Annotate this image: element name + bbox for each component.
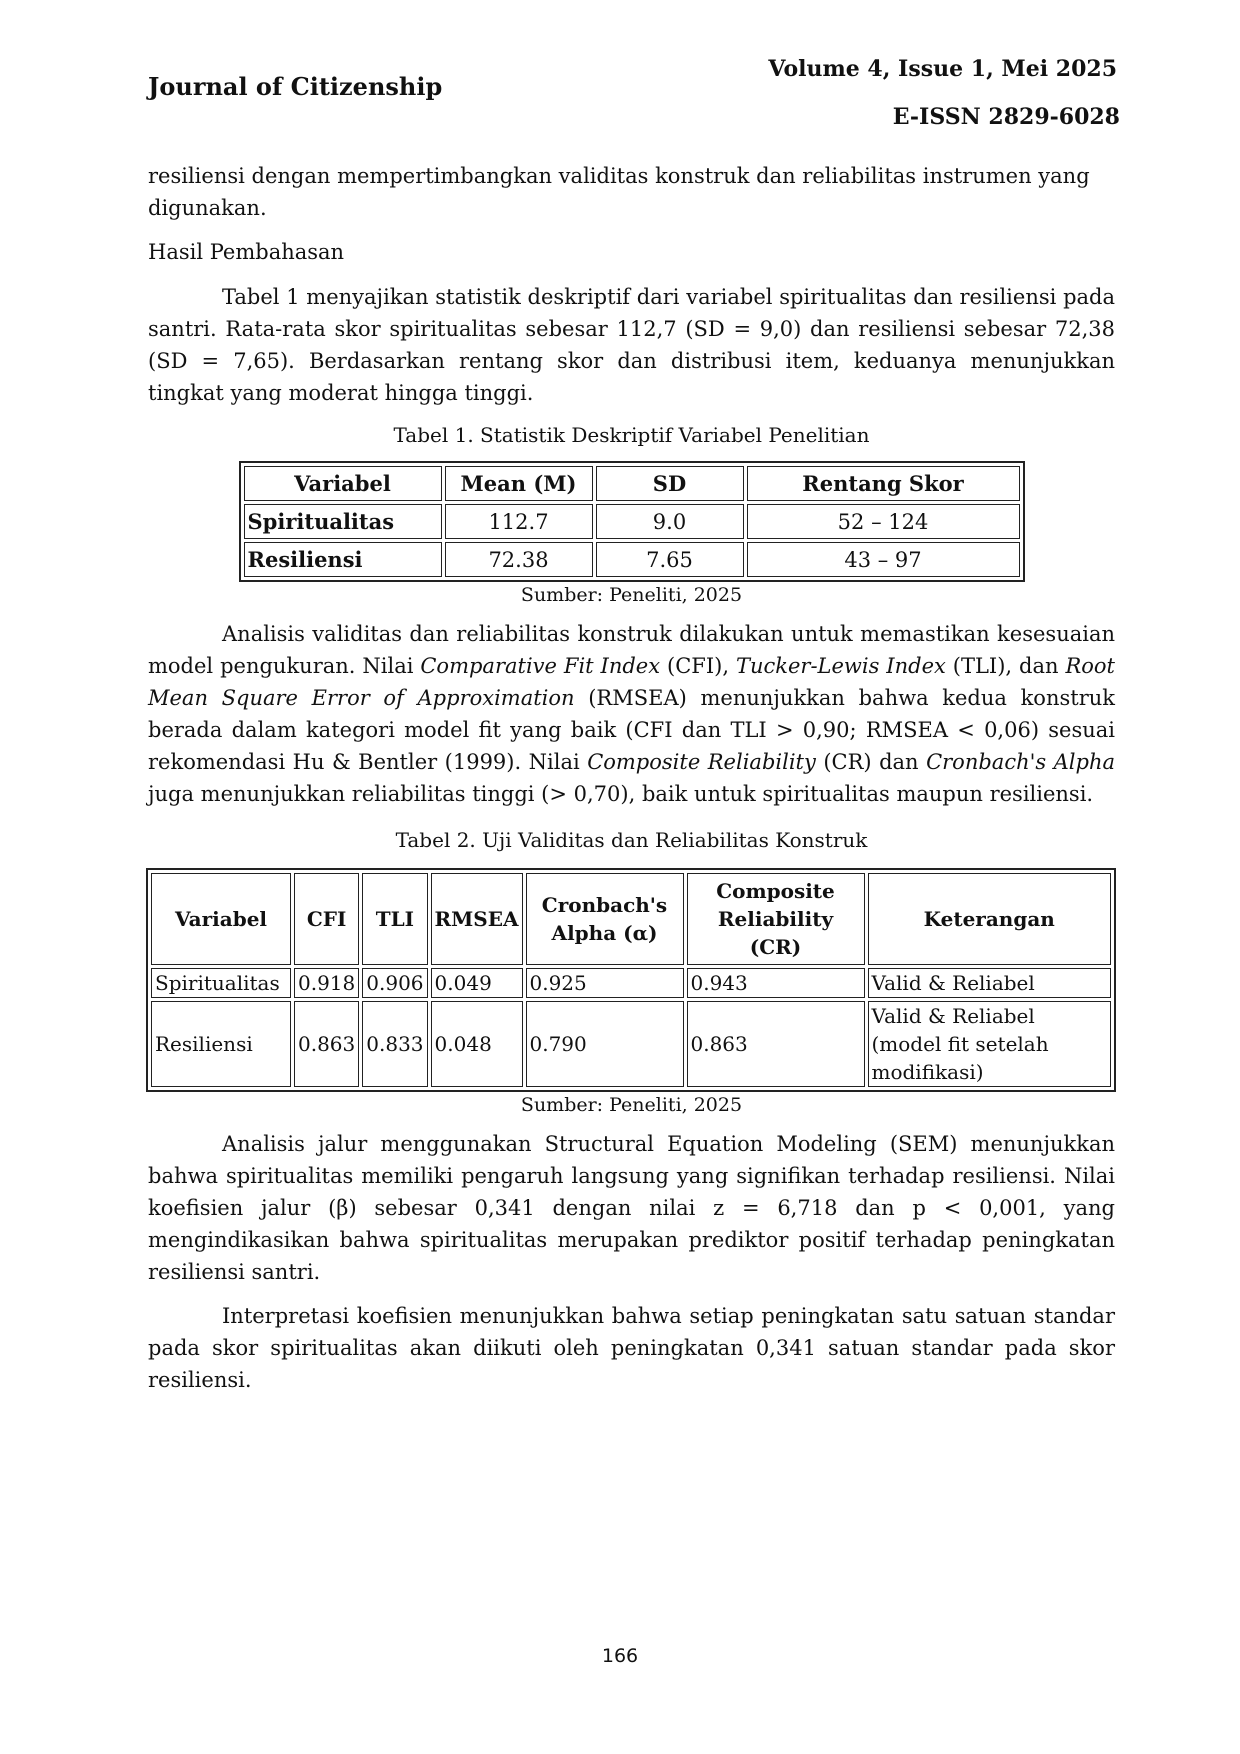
- table-cell: 0.918: [294, 968, 359, 998]
- paragraph-2: Analisis validitas dan reliabilitas konstruk dilakukan untuk memastikan kesesuaian model pengukuran. Nilai Comparative Fit Index (CFI), Tucker-Lewis Index (TLI), dan Root Mean Square Error of Approximation (RMSEA) menunjukkan bahwa kedua konstruk berada dalam kategori model fit yang baik (CFI dan TLI > 0,90; RMSEA < 0,06) sesuai rekomendasi Hu & Bentler (1999). Nilai Composite Reliability (CR) dan Cronbach's Alpha juga menunjukkan reliabilitas tinggi (> 0,70), baik untuk spiritualitas maupun resiliensi.: [148, 622, 1116, 806]
- table1-header-cell: Rentang Skor: [747, 466, 1020, 501]
- volume-info: Volume 4, Issue 1, Mei 2025: [768, 56, 1117, 82]
- table-cell: 43 – 97: [747, 542, 1020, 577]
- table-cell: 7.65: [596, 542, 744, 577]
- table2-header-row: [151, 873, 1111, 965]
- table-cell: 52 – 124: [747, 504, 1020, 539]
- table2-header-cell: Cronbach's Alpha (α): [526, 873, 684, 965]
- table-cell: 0.906: [362, 968, 427, 998]
- table-cell: 0.863: [687, 1001, 865, 1087]
- table-cell: 72.38: [445, 542, 593, 577]
- table-cell: 0.925: [526, 968, 684, 998]
- table-cell: Spiritualitas: [151, 968, 291, 998]
- table-cell: 112.7: [445, 504, 593, 539]
- table1-header-cell: Variabel: [244, 466, 442, 501]
- table-cell: 0.048: [431, 1001, 523, 1087]
- table-cell: Resiliensi: [244, 542, 442, 577]
- table-row: [244, 504, 1020, 539]
- table2-header-cell: CFI: [294, 873, 359, 965]
- table-row: [151, 968, 1111, 998]
- table-row: [151, 1001, 1111, 1087]
- page-number: 166: [601, 1645, 639, 1667]
- table-cell: 0.049: [431, 968, 523, 998]
- table2: [146, 868, 1116, 1092]
- table2-source: Sumber: Peneliti, 2025: [520, 1094, 743, 1116]
- table2-header-cell: Keterangan: [868, 873, 1112, 965]
- table2-header-cell: TLI: [362, 873, 427, 965]
- paragraph-continued: resiliensi dengan mempertimbangkan validitas konstruk dan reliabilitas instrumen yang digunakan.: [148, 164, 1090, 220]
- page-content: [148, 160, 1115, 1396]
- table-cell: Valid & Reliabel: [868, 968, 1112, 998]
- table-cell: 0.863: [294, 1001, 359, 1087]
- paragraph-1: Tabel 1 menyajikan statistik deskriptif dari variabel spiritualitas dan resiliensi pada santri. Rata-rata skor spiritualitas sebesar 112,7 (SD = 9,0) dan resiliensi sebesar 72,38 (SD = 7,65). Berdasarkan rentang skor dan distribusi item, keduanya menunjukkan tingkat yang moderat hingga tinggi.: [148, 285, 1115, 405]
- journal-name: Journal of Citizenship: [148, 72, 443, 101]
- table-row: [244, 542, 1020, 577]
- issn: E-ISSN 2829-6028: [892, 104, 1120, 130]
- table1-caption: Tabel 1. Statistik Deskriptif Variabel Penelitian: [393, 423, 870, 447]
- table1-header-cell: SD: [596, 466, 744, 501]
- table-cell: Valid & Reliabel (model fit setelah modifikasi): [868, 1001, 1112, 1087]
- table-cell: 0.943: [687, 968, 865, 998]
- table1-header-row: [244, 466, 1020, 501]
- table-cell: Spiritualitas: [244, 504, 442, 539]
- table-cell: 0.790: [526, 1001, 684, 1087]
- table2-header-cell: Variabel: [151, 873, 291, 965]
- paragraph-4: Interpretasi koefisien menunjukkan bahwa setiap peningkatan satu satuan standar pada skor spiritualitas akan diikuti oleh peningkatan 0,341 satuan standar pada skor resiliensi.: [148, 1304, 1115, 1392]
- table1: [239, 461, 1025, 582]
- section-title: Hasil Pembahasan: [148, 240, 345, 264]
- paragraph-3: Analisis jalur menggunakan Structural Equation Modeling (SEM) menunjukkan bahwa spiritualitas memiliki pengaruh langsung yang signifikan terhadap resiliensi. Nilai koefisien jalur (β) sebesar 0,341 dengan nilai z = 6,718 dan p < 0,001, yang mengindikasikan bahwa spiritualitas merupakan prediktor positif terhadap peningkatan resiliensi santri.: [148, 1132, 1115, 1284]
- table2-caption: Tabel 2. Uji Validitas dan Reliabilitas Konstruk: [395, 828, 868, 852]
- table2-header-cell: Composite Reliability (CR): [687, 873, 865, 965]
- table1-header-cell: Mean (M): [445, 466, 593, 501]
- table-cell: 0.833: [362, 1001, 427, 1087]
- table-cell: 9.0: [596, 504, 744, 539]
- table-cell: Resiliensi: [151, 1001, 291, 1087]
- table1-source: Sumber: Peneliti, 2025: [520, 584, 743, 606]
- table2-header-cell: RMSEA: [431, 873, 523, 965]
